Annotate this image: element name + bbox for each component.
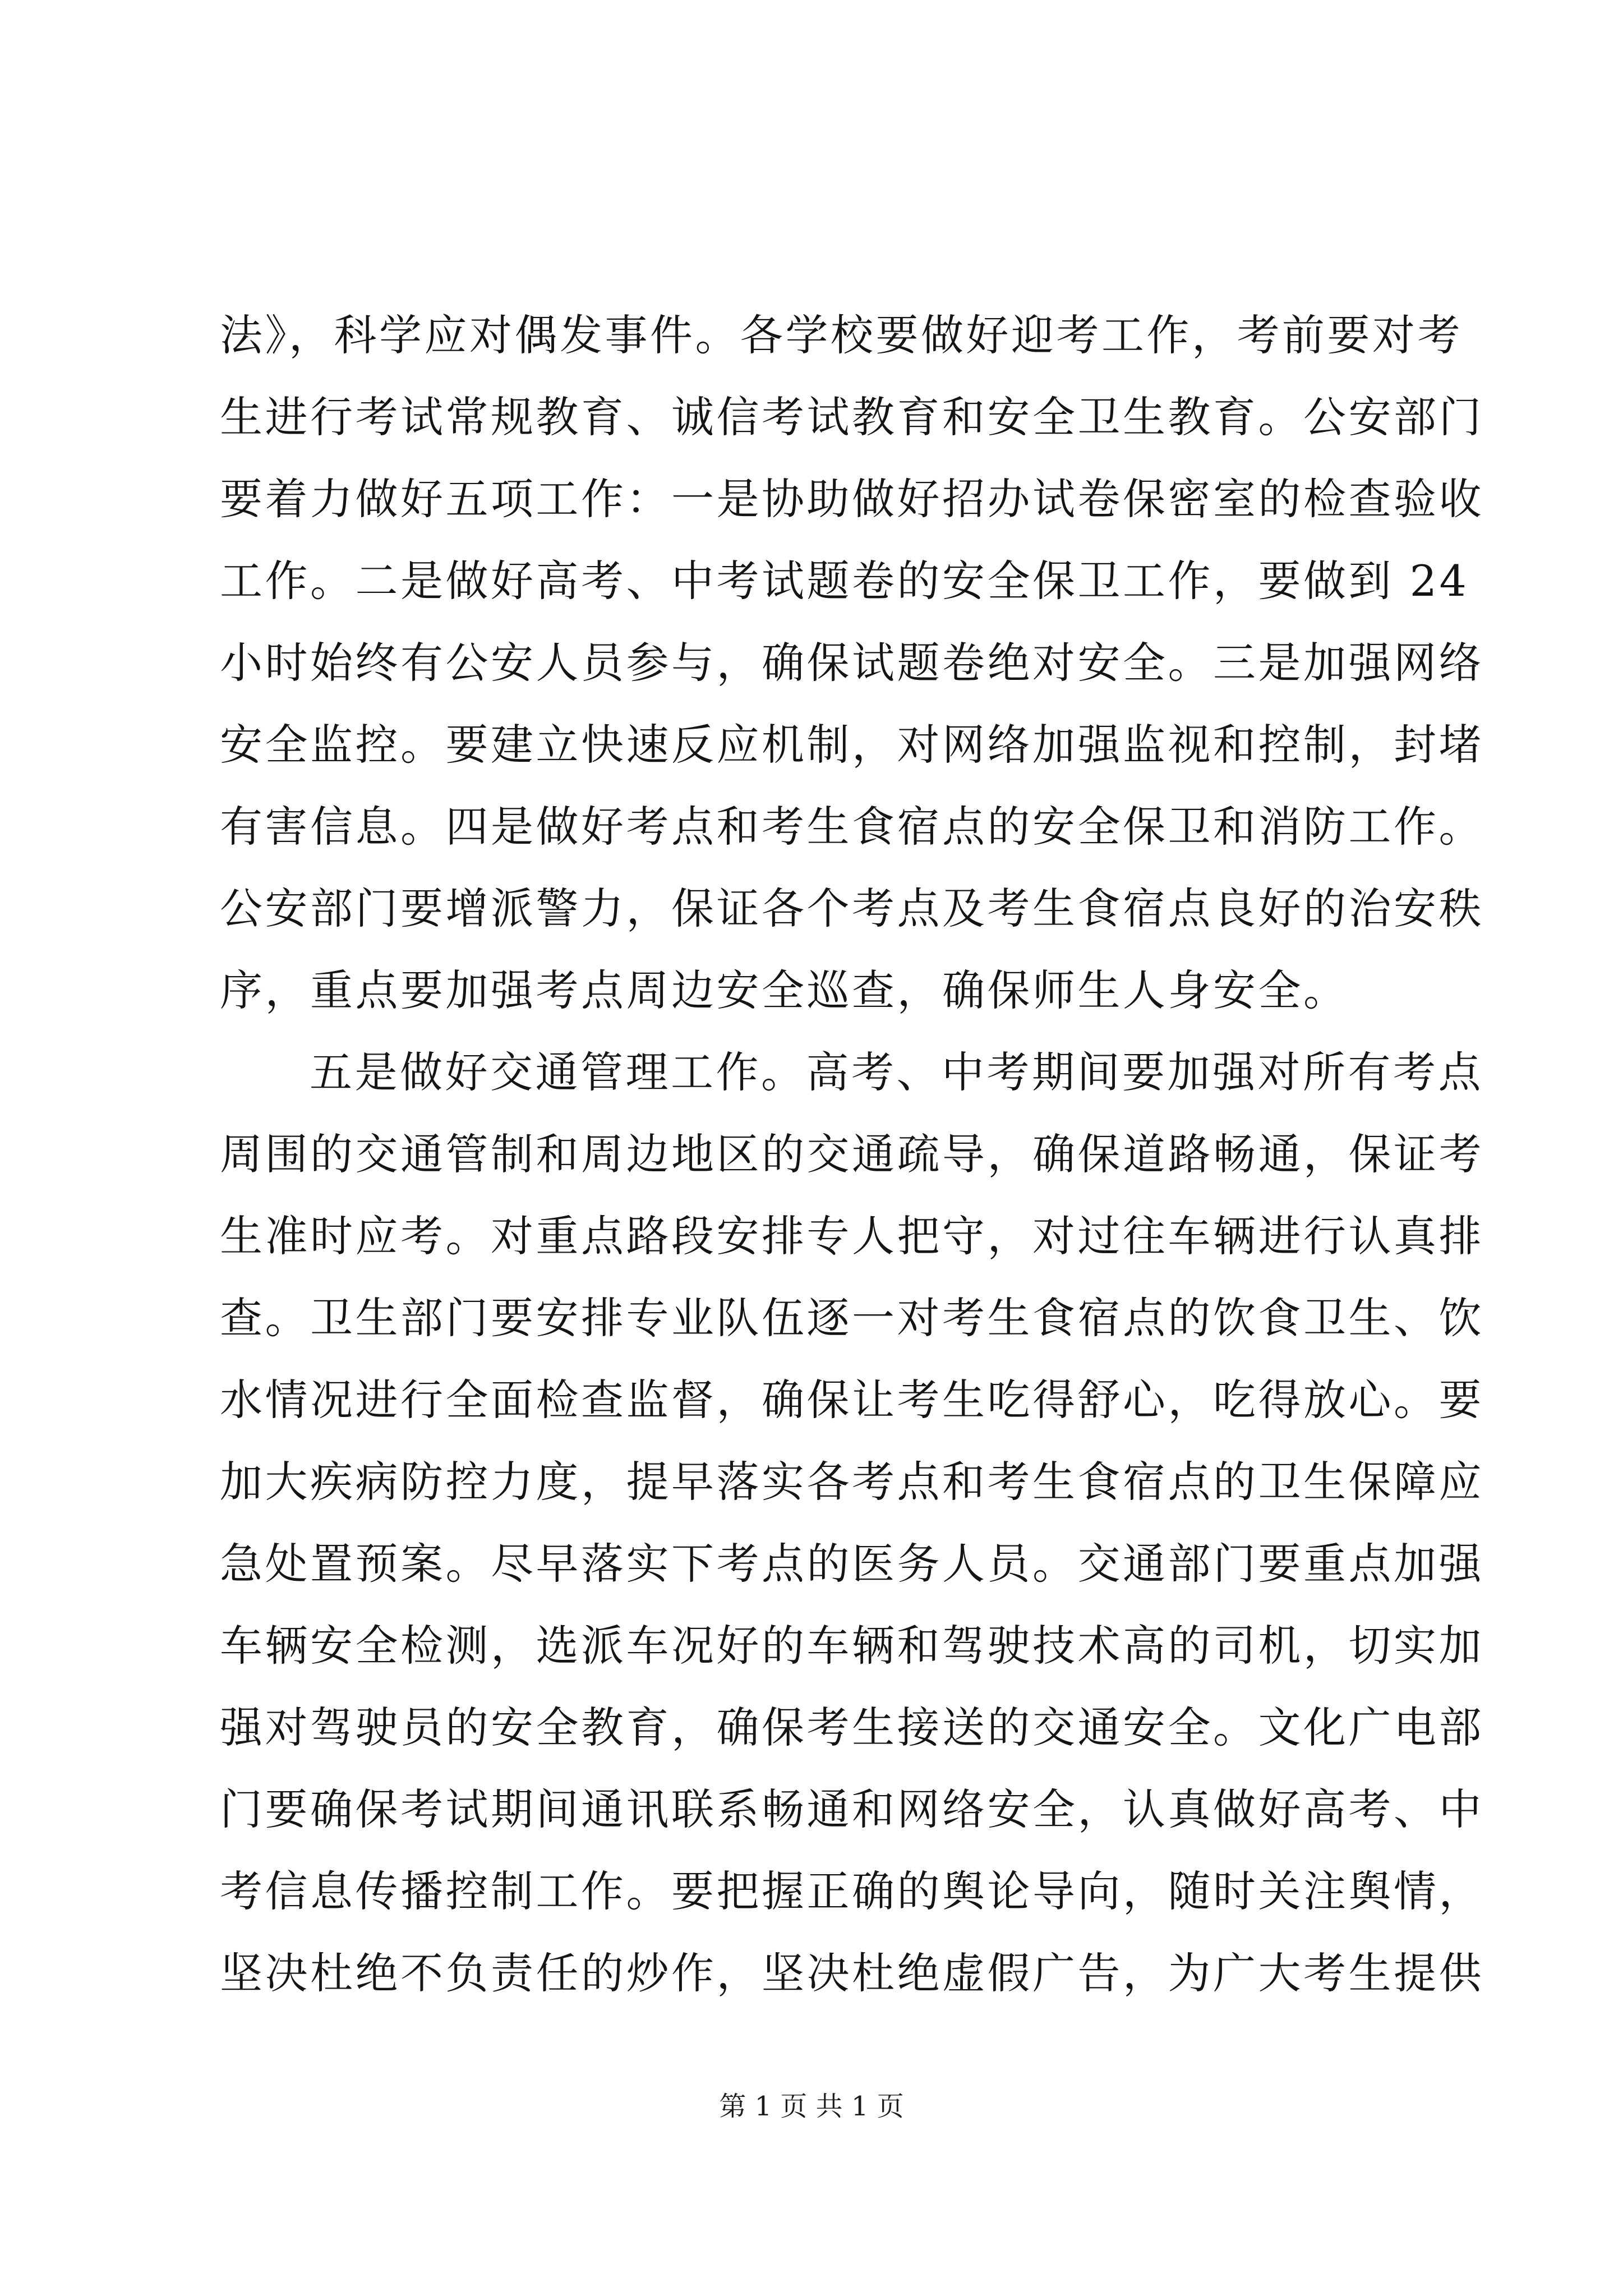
text-line: 序，重点要加强考点周边安全巡查，确保师生人身安全。 — [220, 965, 1349, 1015]
text-line: 安全监控。要建立快速反应机制，对网络加强监视和控制，封堵 — [220, 720, 1484, 770]
text-line: 要着力做好五项工作：一是协助做好招办试卷保密室的检查验收 — [220, 474, 1484, 524]
text-line: 车辆安全检测，选派车况好的车辆和驾驶技术高的司机，切实加 — [220, 1621, 1484, 1671]
text-line: 工作。二是做好高考、中考试题卷的安全保卫工作，要做到 24 — [220, 556, 1469, 606]
text-line: 生进行考试常规教育、诚信考试教育和安全卫生教育。公安部门 — [220, 392, 1484, 442]
text-line: 法》，科学应对偶发事件。各学校要做好迎考工作，考前要对考 — [220, 310, 1463, 360]
page-number-footer: 第 1 页 共 1 页 — [719, 2091, 904, 2122]
paragraph-first-line: 五是做好交通管理工作。高考、中考期间要加强对所有考点 — [310, 1047, 1483, 1097]
text-line: 生准时应考。对重点路段安排专人把守，对过往车辆进行认真排 — [220, 1211, 1484, 1261]
text-line: 强对驾驶员的安全教育，确保考生接送的交通安全。文化广电部 — [220, 1703, 1484, 1752]
text-line: 有害信息。四是做好考点和考生食宿点的安全保卫和消防工作。 — [220, 802, 1484, 852]
text-line: 考信息传播控制工作。要把握正确的舆论导向，随时关注舆情， — [220, 1866, 1484, 1916]
text-line: 公安部门要增派警力，保证各个考点及考生食宿点良好的治安秩 — [220, 884, 1484, 933]
text-line: 水情况进行全面检查监督，确保让考生吃得舒心，吃得放心。要 — [220, 1375, 1484, 1425]
text-line: 坚决杜绝不负责任的炒作，坚决杜绝虚假广告，为广大考生提供 — [220, 1948, 1484, 1998]
text-line: 门要确保考试期间通讯联系畅通和网络安全，认真做好高考、中 — [220, 1784, 1484, 1834]
text-line: 周围的交通管制和周边地区的交通疏导，确保道路畅通，保证考 — [220, 1129, 1484, 1179]
text-line: 急处置预案。尽早落实下考点的医务人员。交通部门要重点加强 — [220, 1539, 1484, 1589]
text-line: 小时始终有公安人员参与，确保试题卷绝对安全。三是加强网络 — [220, 638, 1484, 688]
text-line: 加大疾病防控力度，提早落实各考点和考生食宿点的卫生保障应 — [220, 1457, 1484, 1507]
text-line: 查。卫生部门要安排专业队伍逐一对考生食宿点的饮食卫生、饮 — [220, 1293, 1484, 1343]
